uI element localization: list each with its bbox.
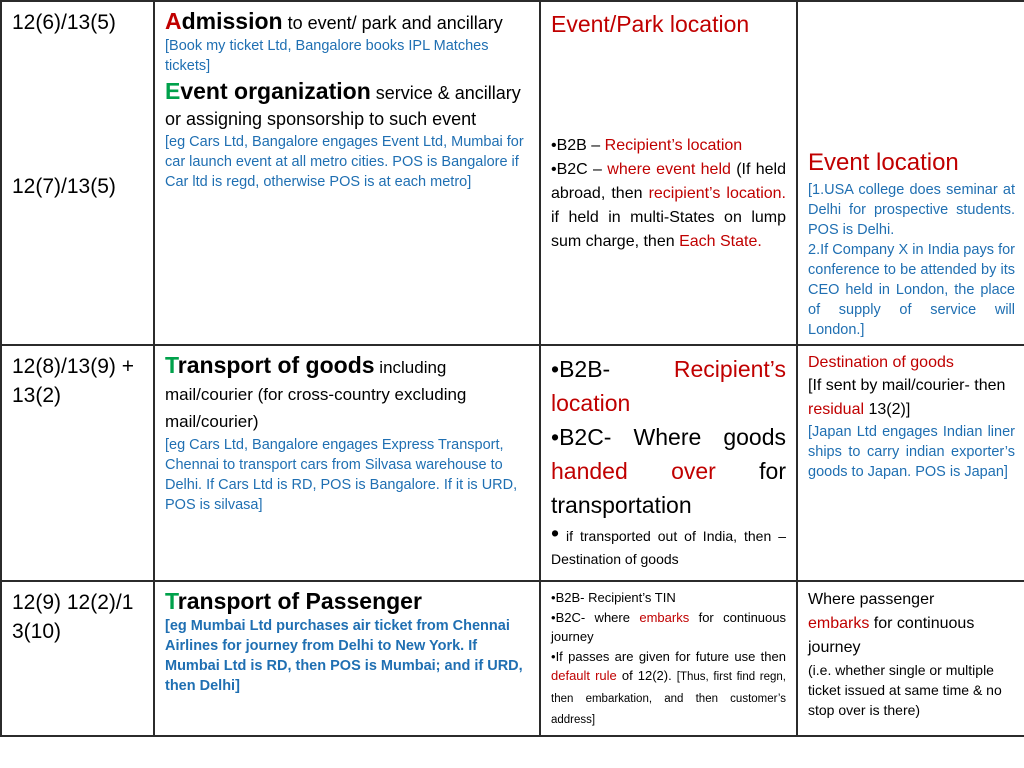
service-title: Transport of Passenger (165, 588, 422, 614)
rule-item: •B2C- Where goods handed over for transportation (551, 424, 786, 518)
rule-item: •B2C – where event held (If held abroad, then recipient’s location. if held in multi-States on lump sum charge, then Each State. (551, 161, 786, 250)
service-example: [Book my ticket Ltd, Bangalore books IPL Matches tickets] (165, 38, 489, 74)
table-row (1, 581, 1024, 736)
section-ref: 12(6)/13(5) (12, 11, 116, 34)
rule-list (551, 134, 786, 254)
exception-note: [If sent by mail/courier- then residual 13(2)] (808, 377, 1006, 418)
service-title: Admission to event/ park and ancillary (165, 8, 503, 34)
rule-item: • if transported out of India, then – Destination of goods (551, 520, 786, 567)
exception-cell (797, 581, 1024, 736)
column-heading: Event location (808, 149, 959, 176)
section-ref: 12(8)/13(9) + 13(2) (12, 355, 134, 407)
rule-item: •B2B- Recipient’s location (551, 356, 786, 416)
rule-item: •B2C- where embarks for continuous journey (551, 609, 787, 644)
rule-list (551, 352, 786, 571)
rule-item: •If passes are given for future use then default rule of 12(2). [Thus, first find regn, then embarkation, and then customer’s address] (551, 648, 786, 726)
service-title: Event organization service & ancillary or assigning sponsorship to such event (165, 78, 521, 129)
place-of-supply-cell (540, 345, 797, 581)
exception-note: embarks for continuous journey (808, 615, 975, 656)
column-heading: Destination of goods (808, 354, 954, 371)
exception-cell (797, 345, 1024, 581)
service-description-cell (154, 581, 540, 736)
rule-item: •B2B- Recipient’s TIN (551, 590, 676, 605)
exception-example: 2.If Company X in India pays for conference to be attended by its CEO held in London, the place of supply of service will London.] (808, 242, 1015, 338)
service-example: [eg Cars Ltd, Bangalore engages Express Transport, Chennai to transport cars from Silvasa warehouse to Delhi. If Cars Ltd is RD, POS is Bangalore. If it is URD, POS is silvasa] (165, 437, 518, 513)
rule-item: •B2B – Recipient’s location (551, 137, 743, 154)
section-ref: 12(7)/13(5) (12, 175, 116, 198)
service-example: [eg Cars Ltd, Bangalore engages Event Ltd, Mumbai for car launch event at all metro cities. POS is Bangalore if Car ltd is regd, otherwise POS is at each metro] (165, 134, 524, 190)
section-ref-cell (1, 345, 154, 581)
section-ref-cell (1, 1, 154, 345)
service-title: Transport of goods including mail/courier (for cross-country excluding mail/courier) (165, 352, 467, 431)
section-ref: 12(9) 12(2)/13(10) (12, 591, 134, 643)
table-row (1, 345, 1024, 581)
place-of-supply-cell (540, 581, 797, 736)
column-heading: Event/Park location (551, 11, 750, 37)
service-description-cell (154, 345, 540, 581)
exception-example: [Japan Ltd engages Indian liner ships to carry indian exporter’s goods to Japan. POS is Japan] (808, 424, 1015, 480)
service-description-cell (154, 1, 540, 345)
exception-example: [1.USA college does seminar at Delhi for prospective students. POS is Delhi. (808, 182, 1015, 238)
table-row (1, 1, 1024, 345)
place-of-supply-cell (540, 1, 797, 345)
service-example: [eg Mumbai Ltd purchases air ticket from Chennai Airlines for journey from Delhi to New York. If Mumbai Ltd is RD, then POS is Mumbai; and if URD, then Delhi] (165, 618, 523, 694)
exception-cell (797, 1, 1024, 345)
exception-example: (i.e. whether single or multiple ticket issued at same time & no stop over is there) (808, 662, 1002, 718)
section-ref-cell (1, 581, 154, 736)
exception-heading: Where passenger (808, 591, 935, 608)
rule-list (551, 588, 786, 731)
